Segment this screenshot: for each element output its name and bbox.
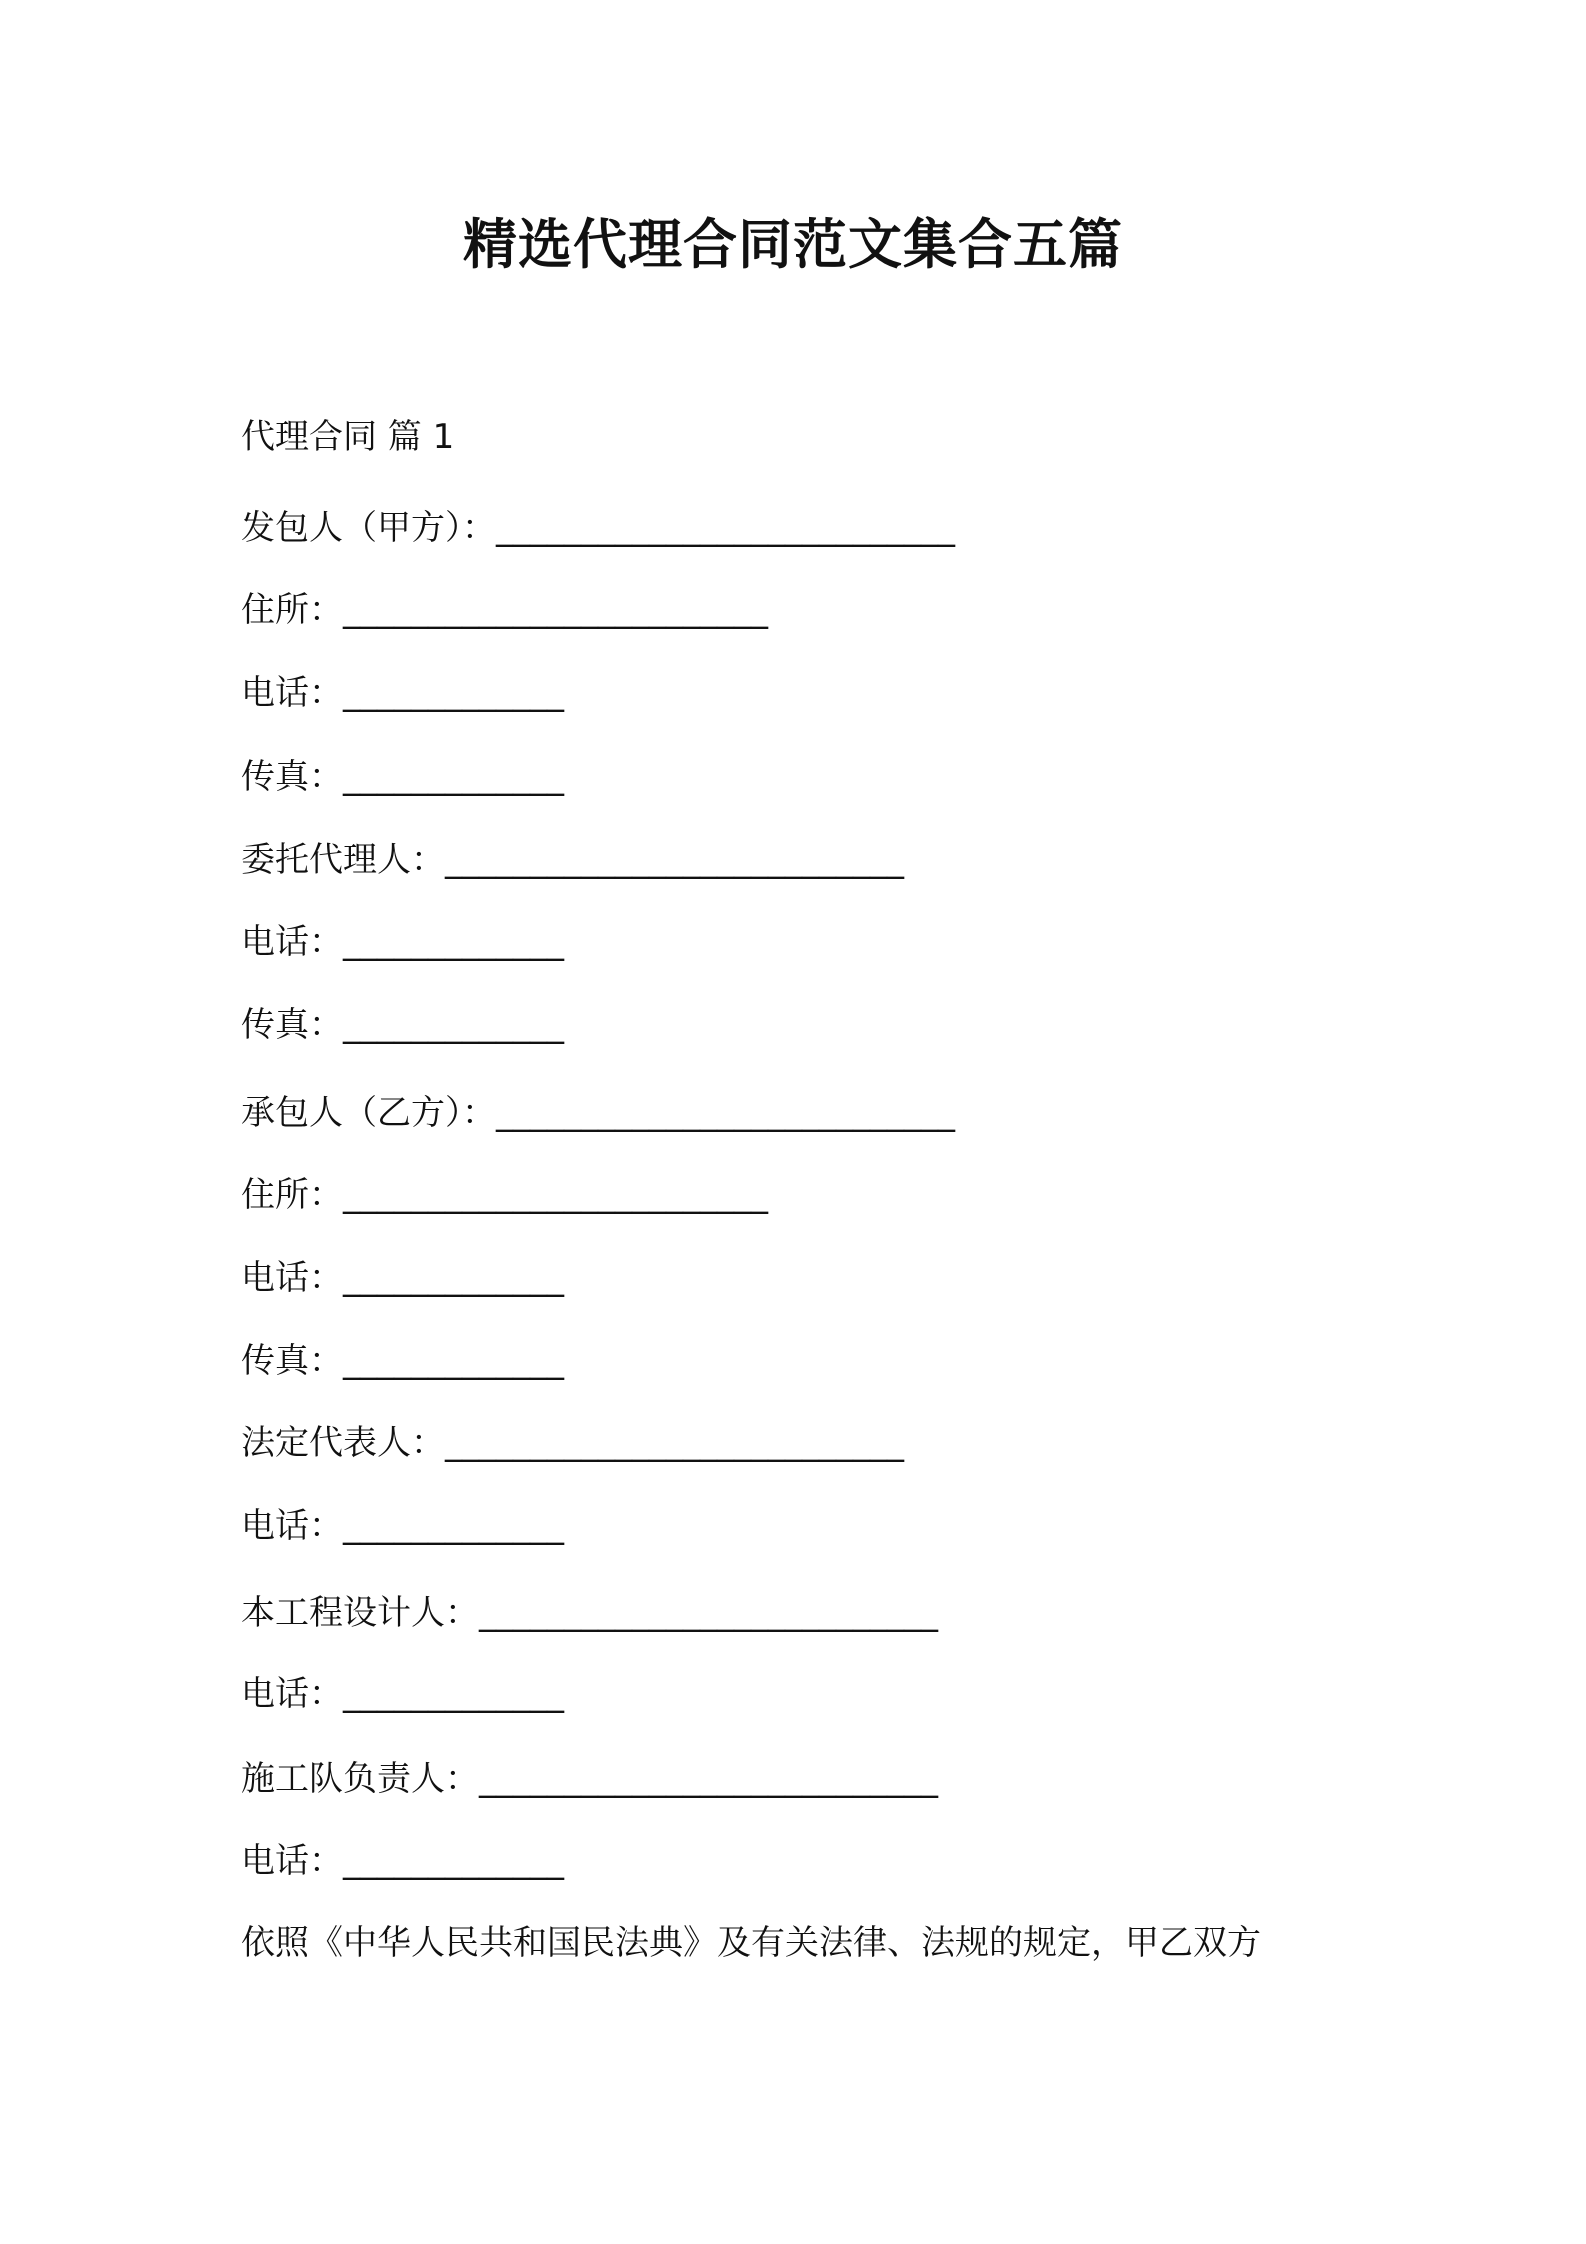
fill-in-blank: _____________ xyxy=(343,922,564,962)
field-label: 传真： xyxy=(241,757,343,797)
fill-in-blank: ___________________________ xyxy=(496,508,955,548)
field-label: 电话： xyxy=(241,1841,343,1881)
field-agent xyxy=(241,835,904,885)
field-contractor xyxy=(241,1088,955,1138)
field-contractor-fax xyxy=(241,1336,564,1386)
field-contractor-address xyxy=(241,1170,768,1220)
field-crew-leader xyxy=(241,1754,938,1804)
field-employer xyxy=(241,503,955,553)
fill-in-blank: ___________________________ xyxy=(496,1093,955,1133)
section-heading: 代理合同 篇 1 xyxy=(241,417,455,457)
field-label: 本工程设计人： xyxy=(241,1593,479,1633)
fill-in-blank: _________________________ xyxy=(343,590,768,630)
field-label: 电话： xyxy=(241,673,343,713)
fill-in-blank: ___________________________ xyxy=(479,1593,938,1633)
field-crew-leader-phone xyxy=(241,1836,564,1886)
field-label: 传真： xyxy=(241,1341,343,1381)
field-designer-phone xyxy=(241,1669,564,1719)
field-employer-fax xyxy=(241,752,564,802)
field-label: 电话： xyxy=(241,922,343,962)
field-employer-phone xyxy=(241,668,564,718)
fill-in-blank: _____________ xyxy=(343,1005,564,1045)
fill-in-blank: _____________ xyxy=(343,1674,564,1714)
field-label: 施工队负责人： xyxy=(241,1759,479,1799)
field-label: 住所： xyxy=(241,590,343,630)
field-agent-phone xyxy=(241,917,564,967)
fill-in-blank: ___________________________ xyxy=(479,1759,938,1799)
field-agent-fax xyxy=(241,1000,564,1050)
field-label: 电话： xyxy=(241,1258,343,1298)
field-project-designer xyxy=(241,1588,938,1638)
field-contractor-phone xyxy=(241,1253,564,1303)
fill-in-blank: _____________ xyxy=(343,1841,564,1881)
field-label: 电话： xyxy=(241,1674,343,1714)
fill-in-blank: _____________ xyxy=(343,673,564,713)
field-label: 承包人（乙方）： xyxy=(241,1093,496,1133)
fill-in-blank: _____________ xyxy=(343,1506,564,1546)
contract-body-paragraph: 依照《中华人民共和国民法典》及有关法律、法规的规定，甲乙双方 xyxy=(241,1923,1261,1963)
fill-in-blank: _____________ xyxy=(343,1258,564,1298)
document-title: 精选代理合同范文集合五篇 xyxy=(463,213,1123,276)
fill-in-blank: _____________ xyxy=(343,757,564,797)
field-label: 委托代理人： xyxy=(241,840,445,880)
field-legal-representative xyxy=(241,1418,904,1468)
field-representative-phone xyxy=(241,1501,564,1551)
field-label: 发包人（甲方）： xyxy=(241,508,496,548)
fill-in-blank: ___________________________ xyxy=(445,1423,904,1463)
field-label: 电话： xyxy=(241,1506,343,1546)
fill-in-blank: ___________________________ xyxy=(445,840,904,880)
field-label: 法定代表人： xyxy=(241,1423,445,1463)
field-label: 传真： xyxy=(241,1005,343,1045)
fill-in-blank: _____________ xyxy=(343,1341,564,1381)
field-label: 住所： xyxy=(241,1175,343,1215)
fill-in-blank: _________________________ xyxy=(343,1175,768,1215)
field-employer-address xyxy=(241,585,768,635)
